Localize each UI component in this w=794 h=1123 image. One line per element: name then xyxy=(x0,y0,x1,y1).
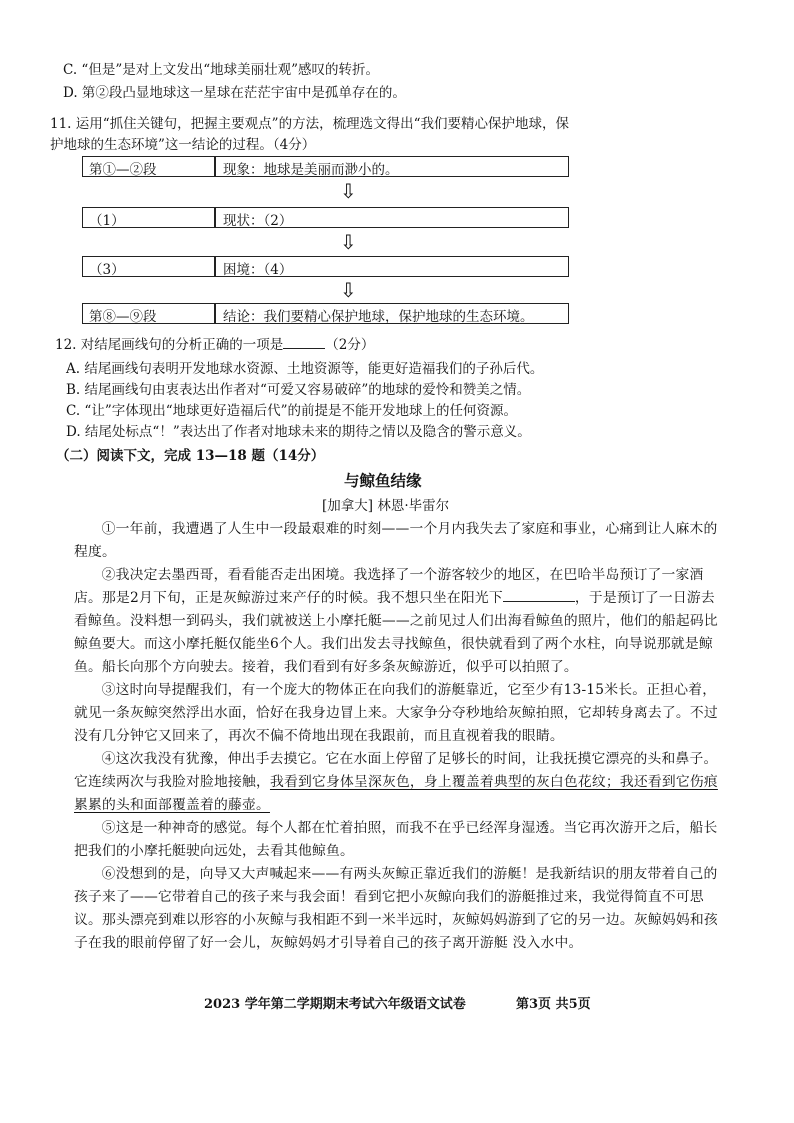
flow-divider xyxy=(214,208,216,227)
flow-divider xyxy=(214,157,216,176)
flow-box-2-right: 现状：（2） xyxy=(223,213,293,229)
q11-stem-line1: 11. 运用“抓住关键句，把握主要观点”的方法，梳理选文得出“我们要精心保护地球，保 xyxy=(50,116,569,132)
paragraph-5: ⑤这是一种神奇的感觉。每个人都在忙着拍照，而我不在乎已经浑身湿透。当它再次游开之后，船长把我们的小摩托艇驶向远处，去看其他鲸鱼。 xyxy=(74,820,718,859)
flow-box-1-left: 第①—②段 xyxy=(89,162,157,178)
paragraph-3: ③这时向导提醒我们，有一个庞大的物体正在向我们的游艇靠近，它至少有13-15米长。正担心着，就见一条灰鲸突然浮出水面，恰好在我身边冒上来。大家争分夺秒地给灰鲸拍照，它却转身离去了。不过没有几分钟它又回来了，再次不偏不倚地出现在我跟前，而且直视着我的眼睛。 xyxy=(74,682,718,744)
flow-box-4-left: 第⑧—⑨段 xyxy=(89,309,157,325)
flow-box-2 xyxy=(82,207,569,228)
down-arrow-icon: ⇩ xyxy=(340,278,357,302)
article-body xyxy=(74,518,728,955)
flow-box-3 xyxy=(82,256,569,277)
paragraph-6: ⑥没想到的是，向导又大声喊起来——有两头灰鲸正靠近我们的游艇！是我新结识的朋友带着自己的孩子来了——它带着自己的孩子来与我会面！看到它把小灰鲸向我们的游艇推过来，我觉得简直不可思议。那头漂亮到难以形容的小灰鲸与我相距不到一米半远时，灰鲸妈妈游到了它的另一边。灰鲸妈妈和孩子在我的眼前停留了好一会儿，灰鲸妈妈才引导着自己的孩子离开游艇 没入水中。 xyxy=(74,866,718,951)
flow-box-4 xyxy=(82,303,569,324)
flow-box-1 xyxy=(82,156,569,177)
paragraph-2 xyxy=(74,564,728,679)
q10-option-d: D. 第②段凸显地球这一星球在茫茫宇宙中是孤单存在的。 xyxy=(63,85,406,101)
flow-box-3-right: 困境：（4） xyxy=(223,262,293,278)
footer-page-number: 第3页 共5页 xyxy=(516,997,591,1012)
answer-blank[interactable] xyxy=(503,587,575,602)
q10-option-c: C. “但是”是对上文发出“地球美丽壮观”感叹的转折。 xyxy=(63,62,380,78)
down-arrow-icon: ⇩ xyxy=(340,230,357,254)
paragraph-2-part-a: ②我决定去墨西哥，看看能否走出困境。我选择了一个游客较少的地区，在巴哈半岛预订了一家酒店。那是2月下旬，正是灰鲸游过来产仔的时候。我不想只坐在阳光下 xyxy=(74,567,704,606)
underlined-sentence: 我看到它身体呈深灰色，身上覆盖着典型的灰白色花纹；我还看到它伤痕累累的头和面部覆盖着的藤壶。 xyxy=(74,774,718,813)
q11-stem-line2: 护地球的生态环境”这一结论的过程。（4分） xyxy=(50,137,316,153)
q12-option-c: C. “让”字体现出“地球更好造福后代”的前提是不能开发地球上的任何资源。 xyxy=(66,403,518,419)
paragraph-4 xyxy=(74,748,728,817)
flow-box-3-left: （3） xyxy=(89,262,125,278)
q12-stem xyxy=(55,333,374,353)
paragraph-1: ①一年前，我遭遇了人生中一段最艰难的时刻——一个月内我失去了家庭和事业，心痛到让人麻木的程度。 xyxy=(74,521,718,560)
flow-divider xyxy=(214,304,216,323)
footer-exam-title: 2023 学年第二学期期末考试六年级语文试卷 xyxy=(204,997,466,1012)
q12-score: （2分） xyxy=(325,337,375,353)
paragraph-4-part-a: ④这次我没有犹豫，伸出手去摸它。它在水面上停留了足够长的时间，让我抚摸它漂亮的头和鼻子。它连续两次与我脸对脸地接触， xyxy=(74,751,718,790)
flow-box-1-right: 现象：地球是美丽而渺小的。 xyxy=(223,162,399,178)
paragraph-2-part-b: ，于是预订了一日游去看鲸鱼。没料想一到码头，我们就被送上小摩托艇——之前见过人们出海看鲸鱼的照片，他们的船起码比鲸鱼要大。而这小摩托艇仅能坐6个人。我们出发去寻找鲸鱼，很快就看到了两个水柱，向导说那就是鲸鱼。船长向那个方向驶去。接着，我们看到有好多条灰鲸游近，似乎可以拍照了。 xyxy=(74,590,718,675)
q12-stem-text: 12. 对结尾画线句的分析正确的一项是 xyxy=(55,337,284,353)
flow-box-2-left: （1） xyxy=(89,213,125,229)
q12-option-b: B. 结尾画线句由衷表达出作者对“可爱又容易破碎”的地球的爱怜和赞美之情。 xyxy=(66,382,531,398)
article-author: [加拿大] 林恩·毕雷尔 xyxy=(322,498,450,514)
down-arrow-icon: ⇩ xyxy=(340,179,357,203)
flow-divider xyxy=(214,257,216,276)
flow-box-4-right: 结论：我们要精心保护地球，保护地球的生态环境。 xyxy=(223,309,534,325)
section-heading: （二）阅读下文，完成 13—18 题（14分） xyxy=(56,448,325,464)
answer-blank[interactable] xyxy=(283,336,325,349)
q12-option-d: D. 结尾处标点“！”表达出了作者对地球未来的期待之情以及隐含的警示意义。 xyxy=(66,424,531,440)
q12-option-a: A. 结尾画线句表明开发地球水资源、土地资源等，能更好造福我们的子孙后代。 xyxy=(66,361,544,377)
article-title: 与鲸鱼结缘 xyxy=(344,471,422,490)
